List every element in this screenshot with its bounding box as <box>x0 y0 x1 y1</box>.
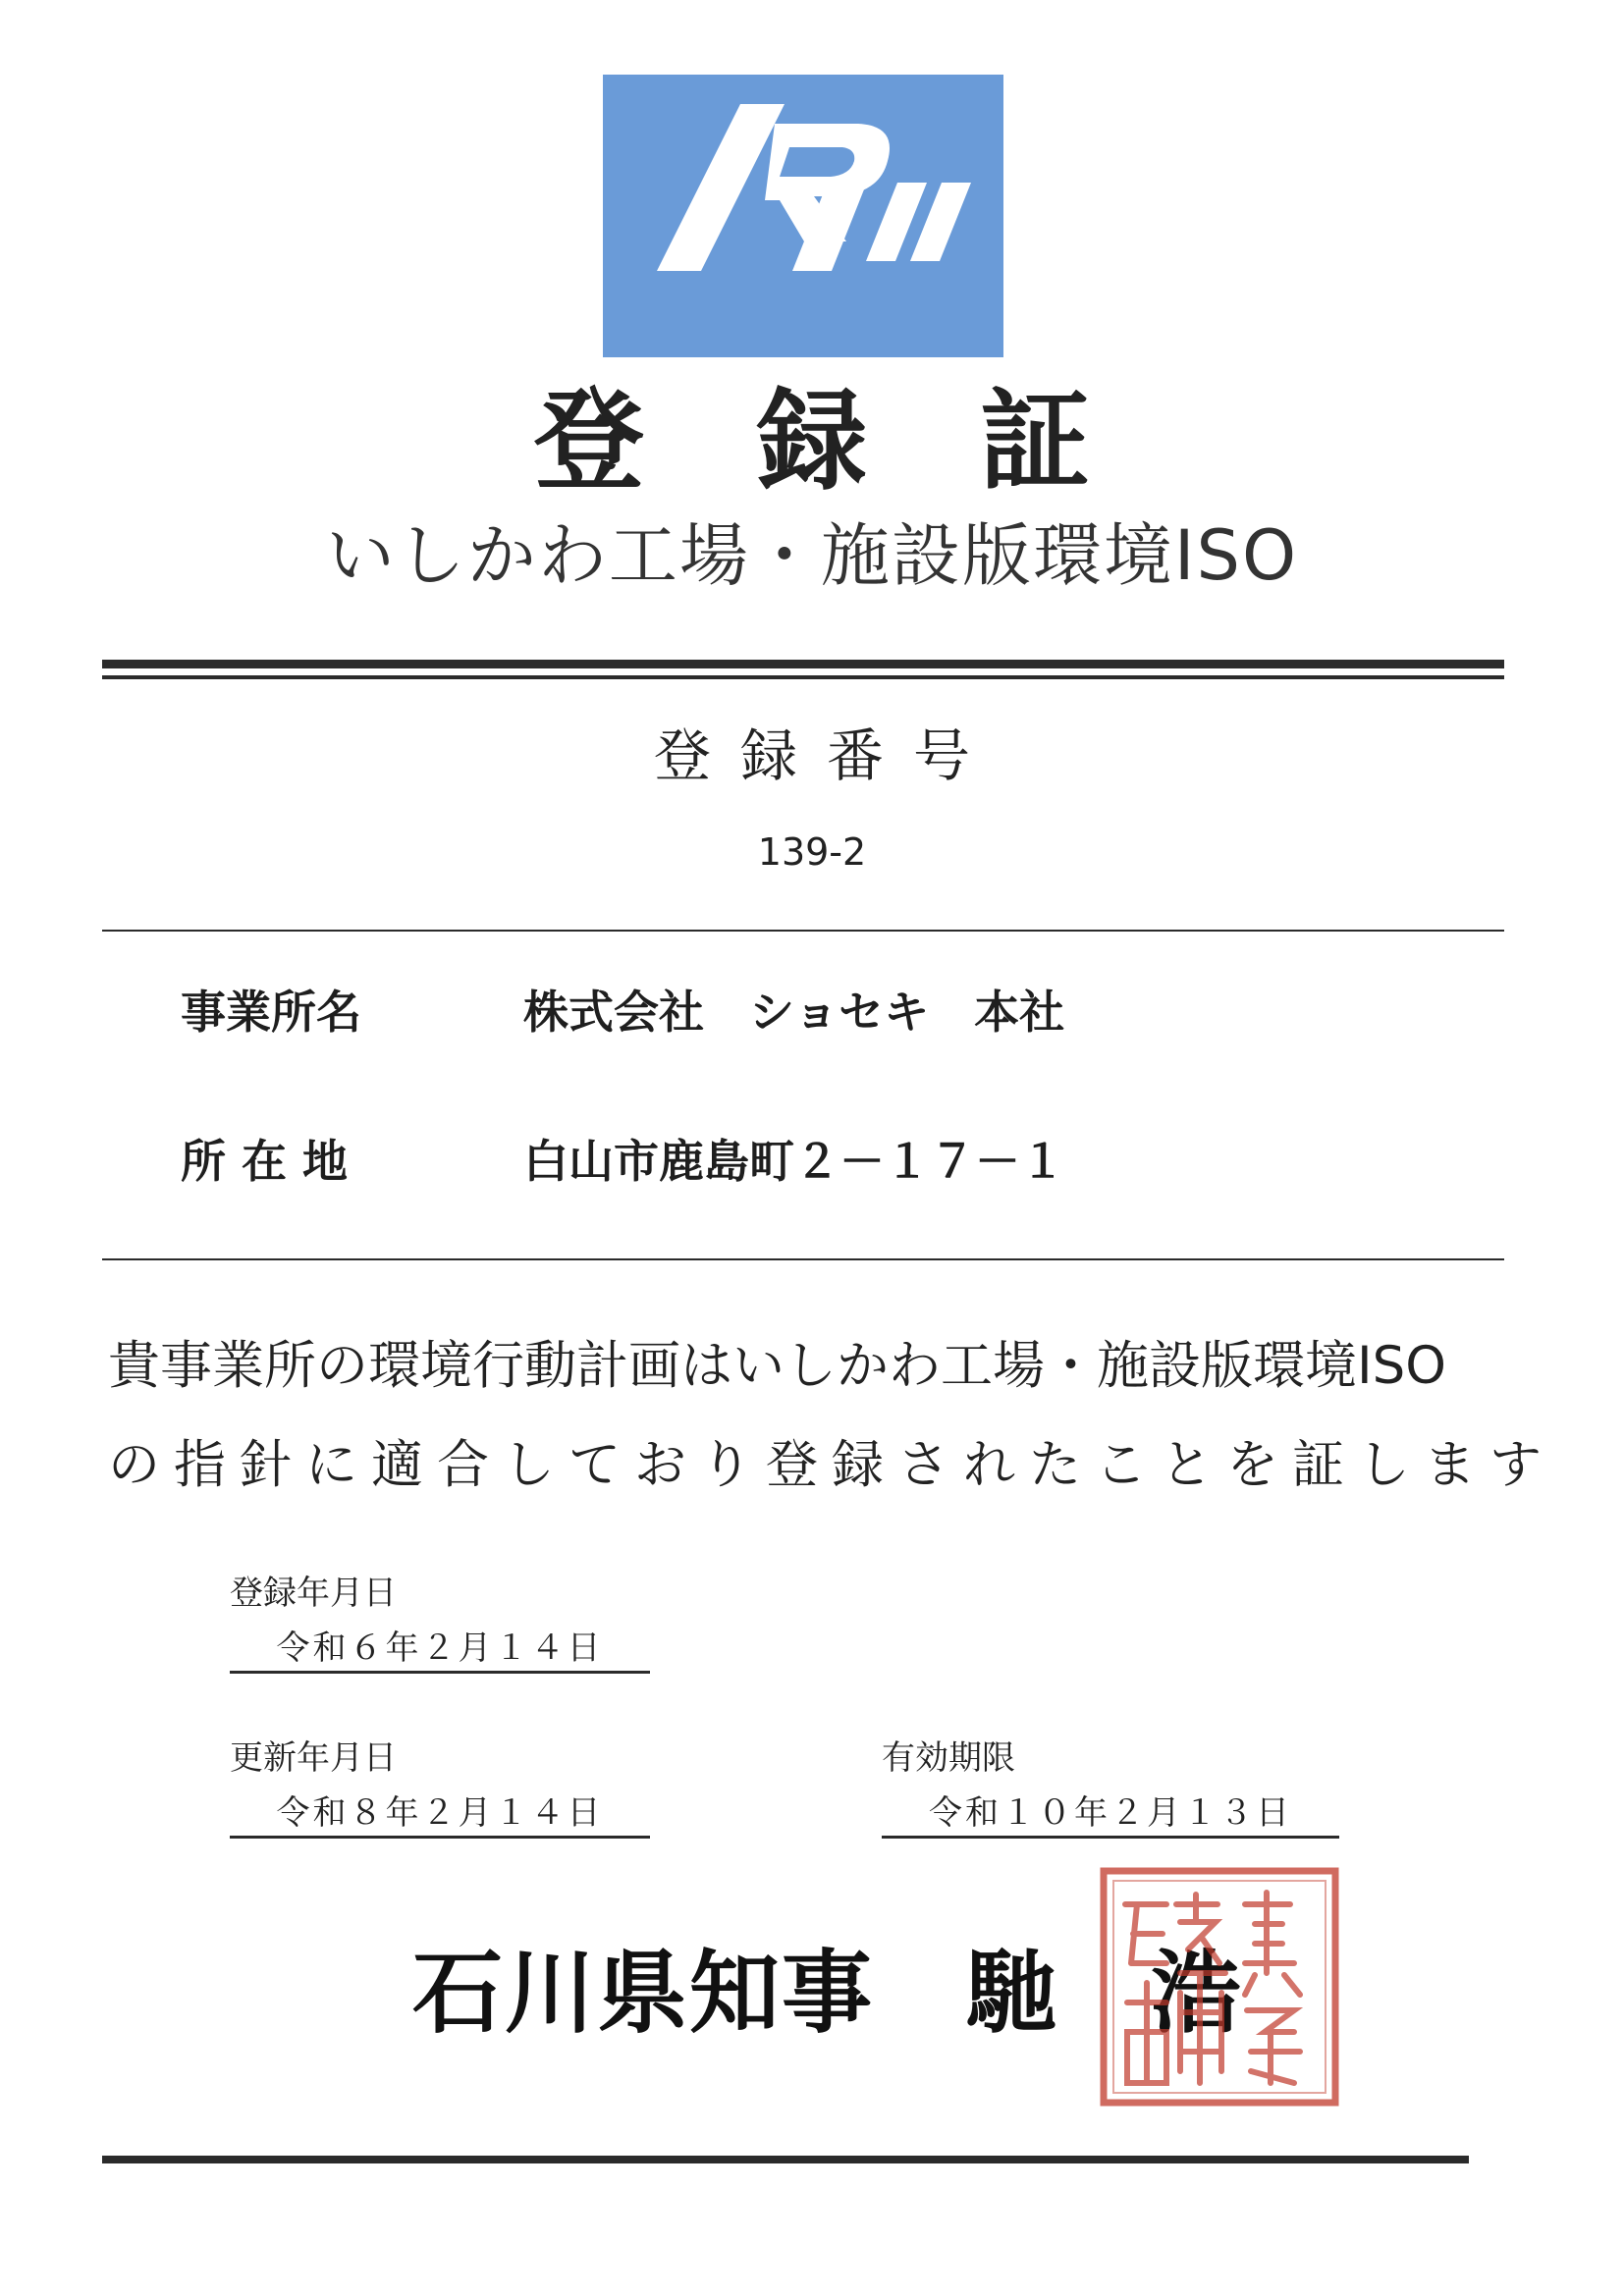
statement-line-2: の指針に適合しており登録されたことを証します <box>108 1435 1555 1495</box>
renewal-date: 令和８年２月１４日 <box>276 1793 604 1833</box>
renewal-date-label: 更新年月日 <box>230 1738 397 1778</box>
registration-date-label: 登録年月日 <box>230 1574 397 1613</box>
business-name: 株式会社 ショセキ 本社 <box>523 986 1065 1039</box>
header-divider-top <box>102 660 1504 668</box>
section-divider <box>102 1258 1504 1260</box>
registration-date-underline <box>230 1671 650 1674</box>
registration-date: 令和６年２月１４日 <box>276 1629 604 1668</box>
governor-seal-icon <box>1098 1865 1341 2109</box>
certificate-subtitle: いしかわ工場・施設版環境ISO <box>325 515 1299 596</box>
certificate-title: 登録証 <box>534 378 1203 506</box>
section-divider <box>102 930 1504 932</box>
expiry-date-underline <box>882 1836 1339 1839</box>
governor-signature: 石川県知事 馳 浩 <box>412 1940 1244 2046</box>
renewal-date-underline <box>230 1836 650 1839</box>
business-name-label: 事業所名 <box>181 986 361 1039</box>
footer-divider <box>102 2156 1469 2163</box>
location-label: 所 在 地 <box>181 1135 349 1188</box>
registration-number-heading: 登録番号 <box>653 722 1000 789</box>
expiry-date: 令和１０年２月１３日 <box>929 1793 1292 1833</box>
registration-number: 139-2 <box>757 830 867 874</box>
expiry-label: 有効期限 <box>882 1738 1015 1778</box>
header-divider-bottom <box>102 675 1504 679</box>
location: 白山市鹿島町２－１７－１ <box>523 1135 1065 1188</box>
statement-line-1: 貴事業所の環境行動計画はいしかわ工場・施設版環境ISO <box>108 1336 1446 1396</box>
prefecture-emblem-icon <box>603 75 1003 357</box>
